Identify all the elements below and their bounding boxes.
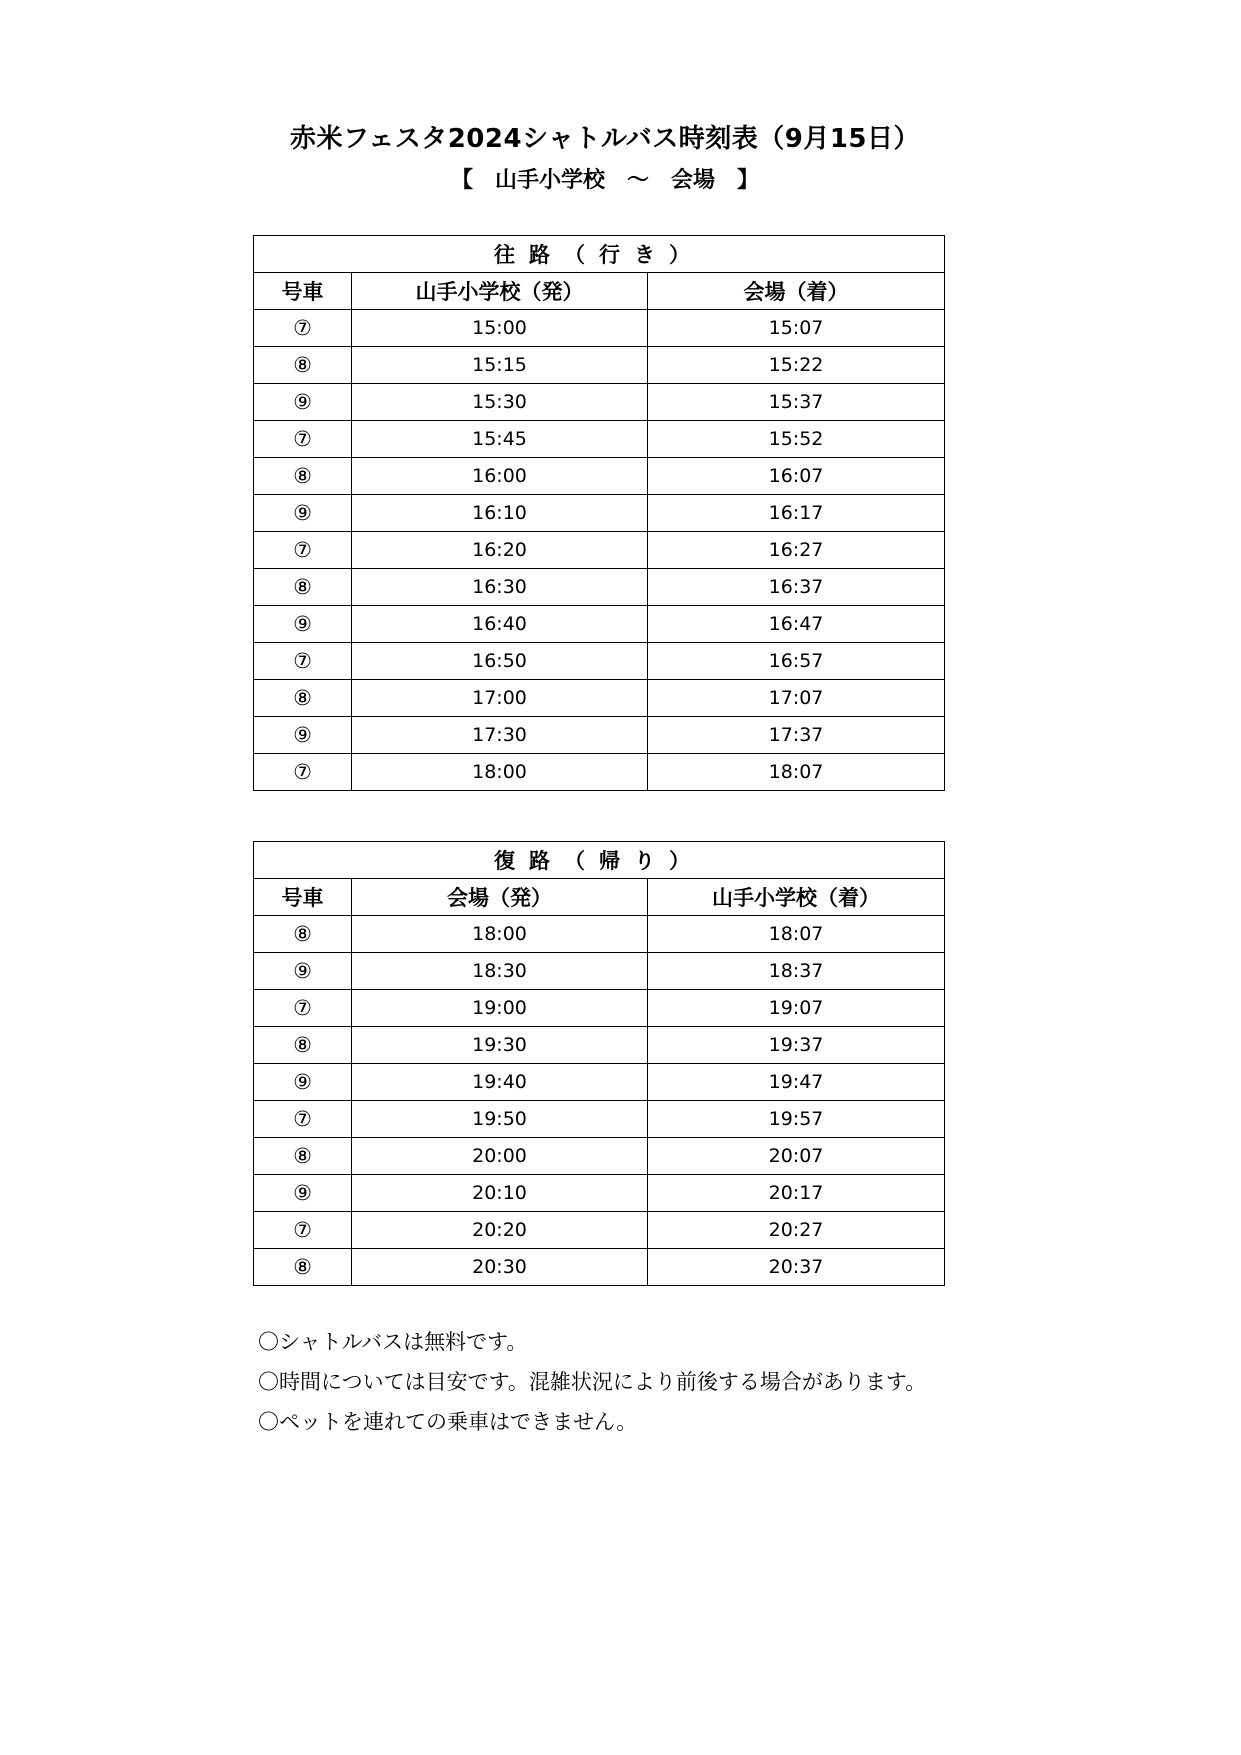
section-label: 往路（行き）: [254, 236, 945, 273]
return-timetable: [253, 841, 945, 1286]
departure-time-cell: 17:00: [352, 680, 648, 717]
car-number-cell: ⑨: [254, 953, 352, 990]
departure-time-cell: 15:00: [352, 310, 648, 347]
departure-time-cell: 20:00: [352, 1138, 648, 1175]
table-row: [254, 458, 945, 495]
column-header-row: [254, 879, 945, 916]
table-row: [254, 1212, 945, 1249]
departure-time-cell: 20:30: [352, 1249, 648, 1286]
car-number-cell: ⑦: [254, 1101, 352, 1138]
table-row: [254, 717, 945, 754]
table-row: [254, 495, 945, 532]
table-row: [254, 1101, 945, 1138]
arrival-time-cell: 19:07: [648, 990, 945, 1027]
table-row: [254, 953, 945, 990]
column-header-car: 号車: [254, 273, 352, 310]
car-number-cell: ⑦: [254, 643, 352, 680]
table-row: [254, 680, 945, 717]
car-number-cell: ⑦: [254, 310, 352, 347]
table-row: [254, 347, 945, 384]
arrival-time-cell: 18:37: [648, 953, 945, 990]
car-number-cell: ⑨: [254, 1064, 352, 1101]
departure-time-cell: 18:00: [352, 754, 648, 791]
note-item: 〇時間については目安です。混雑状況により前後する場合があります。: [258, 1370, 927, 1394]
arrival-time-cell: 16:07: [648, 458, 945, 495]
column-header-arrive: 会場（着）: [648, 273, 945, 310]
departure-time-cell: 19:00: [352, 990, 648, 1027]
page-title: 赤米フェスタ2024シャトルバス時刻表（9月15日）: [290, 124, 920, 154]
arrival-time-cell: 16:57: [648, 643, 945, 680]
departure-time-cell: 16:20: [352, 532, 648, 569]
column-header-car: 号車: [254, 879, 352, 916]
arrival-time-cell: 20:17: [648, 1175, 945, 1212]
car-number-cell: ⑧: [254, 1249, 352, 1286]
departure-time-cell: 16:40: [352, 606, 648, 643]
departure-time-cell: 15:45: [352, 421, 648, 458]
departure-time-cell: 17:30: [352, 717, 648, 754]
notes-list: [258, 1322, 926, 1442]
departure-time-cell: 16:50: [352, 643, 648, 680]
departure-time-cell: 18:00: [352, 916, 648, 953]
departure-time-cell: 20:10: [352, 1175, 648, 1212]
car-number-cell: ⑧: [254, 347, 352, 384]
car-number-cell: ⑨: [254, 606, 352, 643]
column-header-row: [254, 273, 945, 310]
table-row: [254, 569, 945, 606]
arrival-time-cell: 16:17: [648, 495, 945, 532]
arrival-time-cell: 16:37: [648, 569, 945, 606]
table-row: [254, 532, 945, 569]
departure-time-cell: 19:30: [352, 1027, 648, 1064]
arrival-time-cell: 20:27: [648, 1212, 945, 1249]
arrival-time-cell: 15:07: [648, 310, 945, 347]
table-row: [254, 310, 945, 347]
route-subtitle: 【 山手小学校 ～ 会場 】: [450, 168, 759, 193]
outbound-timetable: [253, 235, 945, 791]
arrival-time-cell: 18:07: [648, 916, 945, 953]
arrival-time-cell: 20:07: [648, 1138, 945, 1175]
car-number-cell: ⑦: [254, 1212, 352, 1249]
note-item: 〇ペットを連れての乗車はできません。: [258, 1410, 638, 1434]
column-header-arrive: 山手小学校（着）: [648, 879, 945, 916]
arrival-time-cell: 19:37: [648, 1027, 945, 1064]
table-row: [254, 1027, 945, 1064]
departure-time-cell: 15:30: [352, 384, 648, 421]
arrival-time-cell: 19:47: [648, 1064, 945, 1101]
table-row: [254, 1249, 945, 1286]
table-row: [254, 384, 945, 421]
arrival-time-cell: 15:52: [648, 421, 945, 458]
departure-time-cell: 19:50: [352, 1101, 648, 1138]
departure-time-cell: 16:10: [352, 495, 648, 532]
table-row: [254, 754, 945, 791]
section-label: 復路（帰り）: [254, 842, 945, 879]
table-row: [254, 1064, 945, 1101]
arrival-time-cell: 18:07: [648, 754, 945, 791]
car-number-cell: ⑨: [254, 717, 352, 754]
table-row: [254, 1175, 945, 1212]
arrival-time-cell: 15:37: [648, 384, 945, 421]
table-row: [254, 606, 945, 643]
car-number-cell: ⑨: [254, 1175, 352, 1212]
section-header-row: [254, 842, 945, 879]
arrival-time-cell: 17:07: [648, 680, 945, 717]
section-header-row: [254, 236, 945, 273]
departure-time-cell: 15:15: [352, 347, 648, 384]
departure-time-cell: 18:30: [352, 953, 648, 990]
car-number-cell: ⑦: [254, 421, 352, 458]
arrival-time-cell: 15:22: [648, 347, 945, 384]
table-row: [254, 916, 945, 953]
departure-time-cell: 16:00: [352, 458, 648, 495]
arrival-time-cell: 16:47: [648, 606, 945, 643]
car-number-cell: ⑧: [254, 916, 352, 953]
arrival-time-cell: 19:57: [648, 1101, 945, 1138]
car-number-cell: ⑧: [254, 680, 352, 717]
table-row: [254, 421, 945, 458]
departure-time-cell: 20:20: [352, 1212, 648, 1249]
car-number-cell: ⑨: [254, 495, 352, 532]
car-number-cell: ⑧: [254, 569, 352, 606]
note-item: 〇シャトルバスは無料です。: [258, 1330, 528, 1354]
departure-time-cell: 16:30: [352, 569, 648, 606]
car-number-cell: ⑧: [254, 1138, 352, 1175]
car-number-cell: ⑨: [254, 384, 352, 421]
departure-time-cell: 19:40: [352, 1064, 648, 1101]
car-number-cell: ⑦: [254, 990, 352, 1027]
arrival-time-cell: 17:37: [648, 717, 945, 754]
table-row: [254, 990, 945, 1027]
arrival-time-cell: 16:27: [648, 532, 945, 569]
column-header-depart: 山手小学校（発）: [352, 273, 648, 310]
table-row: [254, 1138, 945, 1175]
table-row: [254, 643, 945, 680]
car-number-cell: ⑧: [254, 458, 352, 495]
car-number-cell: ⑦: [254, 754, 352, 791]
car-number-cell: ⑦: [254, 532, 352, 569]
car-number-cell: ⑧: [254, 1027, 352, 1064]
column-header-depart: 会場（発）: [352, 879, 648, 916]
arrival-time-cell: 20:37: [648, 1249, 945, 1286]
